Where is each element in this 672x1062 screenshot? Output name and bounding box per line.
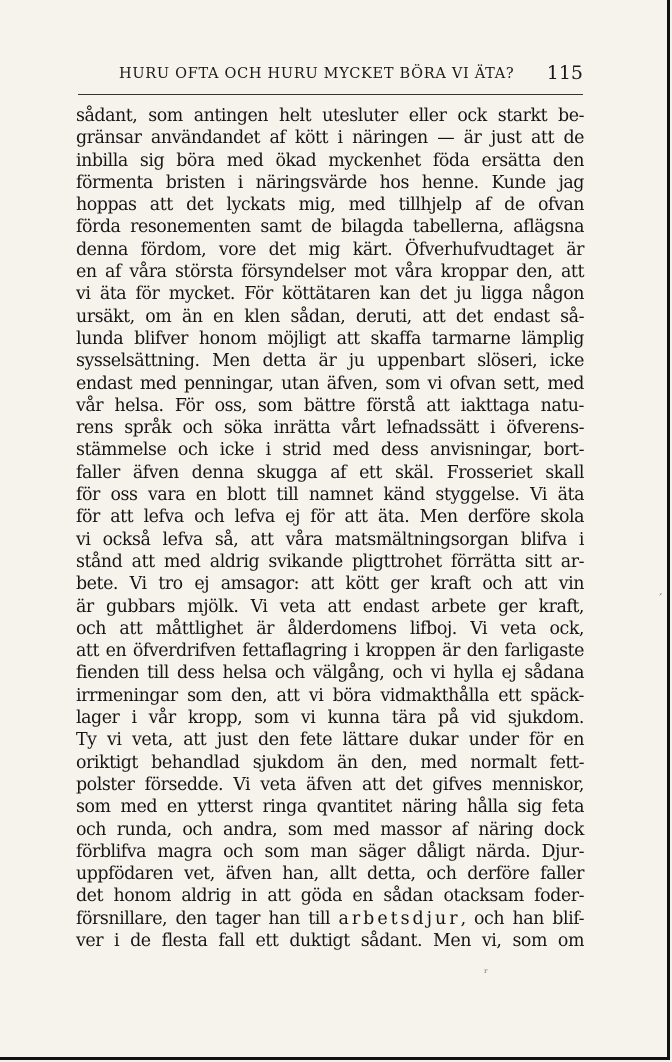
- text-line: endast med penningar, utan äfven, som vi ofvan sett, med: [76, 373, 584, 394]
- text-line: lager i vår kropp, som vi kunna tära på vid sjukdom.: [76, 708, 584, 729]
- text-line: vi också lefva så, att våra matsmältningsorgan blifva i: [76, 529, 584, 550]
- scan-speck: ˊ: [657, 592, 663, 606]
- running-head: [78, 62, 583, 86]
- text-line: förblifva magra och som man säger dåligt närda. Djur-: [76, 841, 584, 862]
- text-line: vår helsa. För oss, som bättre förstå att iakttaga natu-: [76, 395, 584, 416]
- text-line: sådant, som antingen helt utesluter eller ock starkt be-: [76, 106, 584, 126]
- text-line: [76, 908, 584, 930]
- text-line: gränsar användandet af kött i näringen — är just att de: [76, 128, 584, 149]
- text-line: vi äta för mycket. För köttätaren kan det ju ligga någon: [76, 284, 584, 305]
- text-line: hoppas att det lyckats mig, med tillhjelp af de ofvan: [76, 195, 584, 216]
- text-line: stämmelse och icke i strid med dess anvisningar, bort-: [76, 440, 584, 461]
- text-line: faller äfven denna skugga af ett skäl. Frosseriet skall: [76, 462, 584, 483]
- text-line: rens språk och söka inrätta vårt lefnadssätt i öfverens-: [76, 418, 584, 439]
- text-line: lunda blifver honom möjligt att skaffa tarmarne lämplig: [76, 328, 584, 349]
- text-line: och runda, och andra, som med massor af näring dock: [76, 819, 584, 840]
- text-line: uppfödaren vet, äfven han, allt detta, och derföre faller: [76, 864, 584, 885]
- text-line: som med en ytterst ringa qvantitet näring hålla sig feta: [76, 797, 584, 818]
- text-line: inbilla sig böra med ökad myckenhet föda ersätta den: [76, 150, 584, 171]
- text-line: förmenta bristen i näringsvärde hos henne. Kunde jag: [76, 172, 584, 193]
- text-line: irrmeningar som den, att vi böra vidmakthålla ett späck-: [76, 685, 584, 706]
- text-line: stånd att med aldrig svikande pligttrohet förrätta sitt ar-: [76, 551, 584, 572]
- text-line-part: , och han blif-: [460, 908, 584, 929]
- scan-speck: ʳ: [484, 966, 489, 980]
- text-line: polster försedde. Vi veta äfven att det gifves menniskor,: [76, 774, 584, 795]
- text-line: ursäkt, om än en klen sådan, deruti, att det endast så-: [76, 306, 584, 327]
- text-line: oriktigt behandlad sjukdom än den, med normalt fett-: [76, 752, 584, 773]
- text-line: bete. Vi tro ej amsagor: att kött ger kraft och att vin: [76, 574, 584, 595]
- text-line: förda resonementen samt de bilagda tabellerna, aflägsna: [76, 217, 584, 238]
- text-line: en af våra största försyndelser mot våra kroppar den, att: [76, 262, 584, 283]
- text-line: det honom aldrig in att göda en sådan otacksam foder-: [76, 886, 584, 907]
- page-number: 115: [546, 62, 583, 84]
- body-text: [76, 105, 584, 952]
- running-title: HURU OFTA OCH HURU MYCKET BÖRA VI ÄTA?: [119, 66, 515, 82]
- text-line: sysselsättning. Men detta är ju uppenbart slöseri, icke: [76, 351, 584, 372]
- text-line: för att lefva och lefva ej för att äta. Men derföre skola: [76, 507, 584, 528]
- emphasized-word: arbetsdjur: [338, 908, 461, 929]
- text-line: och att måttlighet är ålderdomens lifboj. Vi veta ock,: [76, 618, 584, 639]
- text-line: denna fördom, vore det mig kärt. Öfverhufvudtaget är: [76, 239, 584, 260]
- text-line: är gubbars mjölk. Vi veta att endast arbete ger kraft,: [76, 596, 584, 617]
- text-line: för oss vara en blott till namnet känd styggelse. Vi äta: [76, 485, 584, 506]
- text-line: att en öfverdrifven fettaflagring i kroppen är den farligaste: [76, 641, 584, 662]
- text-line: ver i de flesta fall ett duktigt sådant. Men vi, som om: [76, 930, 584, 951]
- text-line: fienden till dess helsa och välgång, och vi hylla ej sådana: [76, 663, 584, 684]
- header-rule: [78, 94, 583, 95]
- text-line-part: försnillare, den tager han till: [76, 908, 339, 929]
- text-line: Ty vi veta, att just den fete lättare dukar under för en: [76, 730, 584, 751]
